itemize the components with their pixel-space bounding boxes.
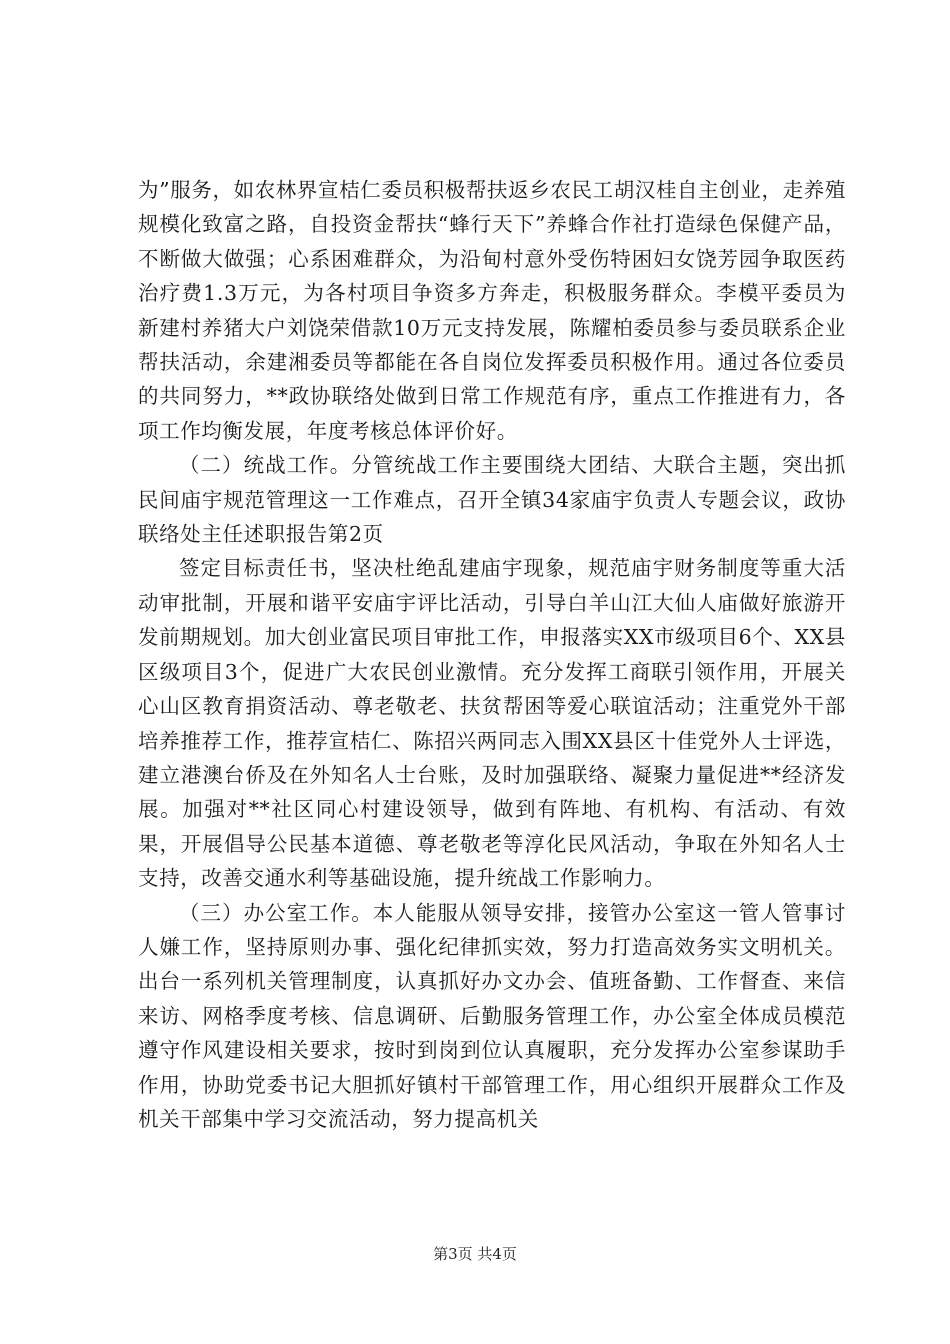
document-body <box>138 173 846 1136</box>
paragraph-temple-management: 签定目标责任书，坚决杜绝乱建庙宇现象，规范庙宇财务制度等重大活动审批制，开展和谐平安庙宇评比活动，引导白羊山江大仙人庙做好旅游开发前期规划。加大创业富民项目审批工作，申报落实XX市级项目6个、XX县区级项目3个，促进广大农民创业激情。充分发挥工商联引领作用，开展关心山区教育捐资活动、尊老敬老、扶贫帮困等爱心联谊活动；注重党外干部培养推荐工作，推荐宣桔仁、陈招兴两同志入围XX县区十佳党外人士评选，建立港澳台侨及在外知名人士台账，及时加强联络、凝聚力量促进**经济发展。加强对**社区同心村建设领导，做到有阵地、有机构、有活动、有效果，开展倡导公民基本道德、尊老敬老等淳化民风活动，争取在外知名人士支持，改善交通水利等基础设施，提升统战工作影响力。 <box>138 556 846 891</box>
paragraph-office-work: （三）办公室工作。本人能服从领导安排，接管办公室这一管人管事讨人嫌工作，坚持原则办事、强化纪律抓实效，努力打造高效务实文明机关。出台一系列机关管理制度，认真抓好办文办会、值班备勤、工作督查、来信来访、网格季度考核、信息调研、后勤服务管理工作，办公室全体成员模范遵守作风建设相关要求，按时到岗到位认真履职，充分发挥办公室参谋助手作用，协助党委书记大胆抓好镇村干部管理工作，用心组织开展群众工作及机关干部集中学习交流活动，努力提高机关 <box>138 900 846 1131</box>
page-number-footer: 第3页 共4页 <box>433 1245 517 1263</box>
paragraph-united-front: （二）统战工作。分管统战工作主要围绕大团结、大联合主题，突出抓民间庙宇规范管理这一工作难点，召开全镇34家庙宇负责人专题会议，政协联络处主任述职报告第2页 <box>138 453 846 547</box>
paragraph-continuation: 为”服务，如农林界宣桔仁委员积极帮扶返乡农民工胡汉桂自主创业，走养殖规模化致富之路，自投资金帮扶“蜂行天下”养蜂合作社打造绿色保健产品，不断做大做强；心系困难群众，为沿甸村意外受伤特困妇女饶芳园争取医药治疗费1.3万元，为各村项目争资多方奔走，积极服务群众。李模平委员为新建村养猪大户刘饶荣借款10万元支持发展，陈耀柏委员参与委员联系企业帮扶活动，余建湘委员等都能在各自岗位发挥委员积极作用。通过各位委员的共同努力，**政协联络处做到日常工作规范有序，重点工作推进有力，各项工作均衡发展，年度考核总体评价好。 <box>138 178 846 443</box>
